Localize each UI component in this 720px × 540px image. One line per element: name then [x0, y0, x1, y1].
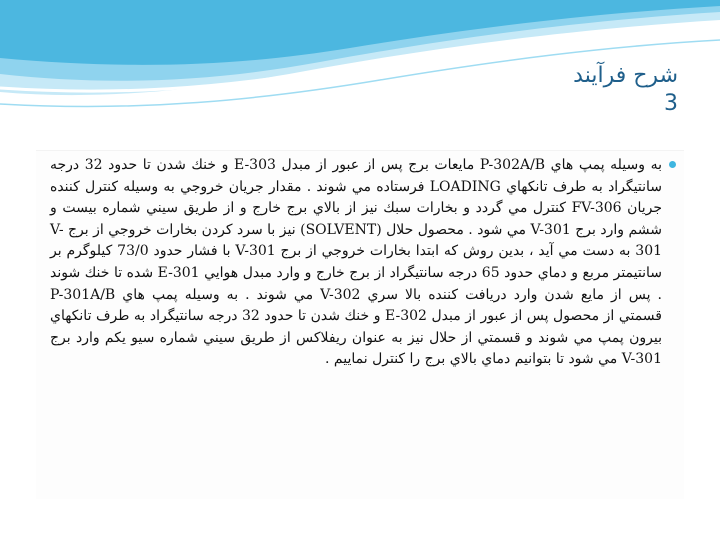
title-line-2: 3 [664, 91, 678, 116]
content-box [36, 150, 684, 499]
body-paragraph: به وسيله پمپ هاي P-302A/B مايعات برج پس از عبور از مبدل E-303 و خنك شدن تا حدود 32 درجه سانتيگراد به طرف تانكهاي LOADING فرستاده مي شوند . مقدار جريان خروجي به وسيله كنترل كننده جريان FV-306 كنترل مي گردد و بخارات سبك نيز از بالاي برج خارج و از طريق سيني شماره بيست و ششم وارد برج V-301 مي شود . محصول حلال (SOLVENT) نيز با سرد كردن بخارات خروجي از برج V-301 به دست مي آيد ، بدين روش كه ابتدا بخارات خروجي از برج V-301 با فشار حدود 73/0 كيلوگرم بر سانتيمتر مربع و دماي حدود 65 درجه سانتيگراد از برج خارج و وارد مبدل هوايي E-301 شده تا خنك شوند . پس از مايع شدن وارد دريافت كننده بالا سري V-302 مي شوند . به وسيله پمپ هاي P-301A/B قسمتي از محصول پس از عبور از مبدل E-302 و خنك شدن تا حدود 32 درجه سانتيگراد به طرف تانكهاي بيرون پمپ مي شوند و قسمتي از حلال نيز به عنوان ريفلاكس از طريق سيني شماره سيو يكم وارد برج V-301 مي شود تا بتوانيم دماي بالاي برج را كنترل نماييم . [50, 157, 663, 368]
bullet-icon [669, 161, 676, 168]
title-line-1: شرح فرآيند [573, 63, 678, 88]
slide-title [178, 62, 678, 118]
